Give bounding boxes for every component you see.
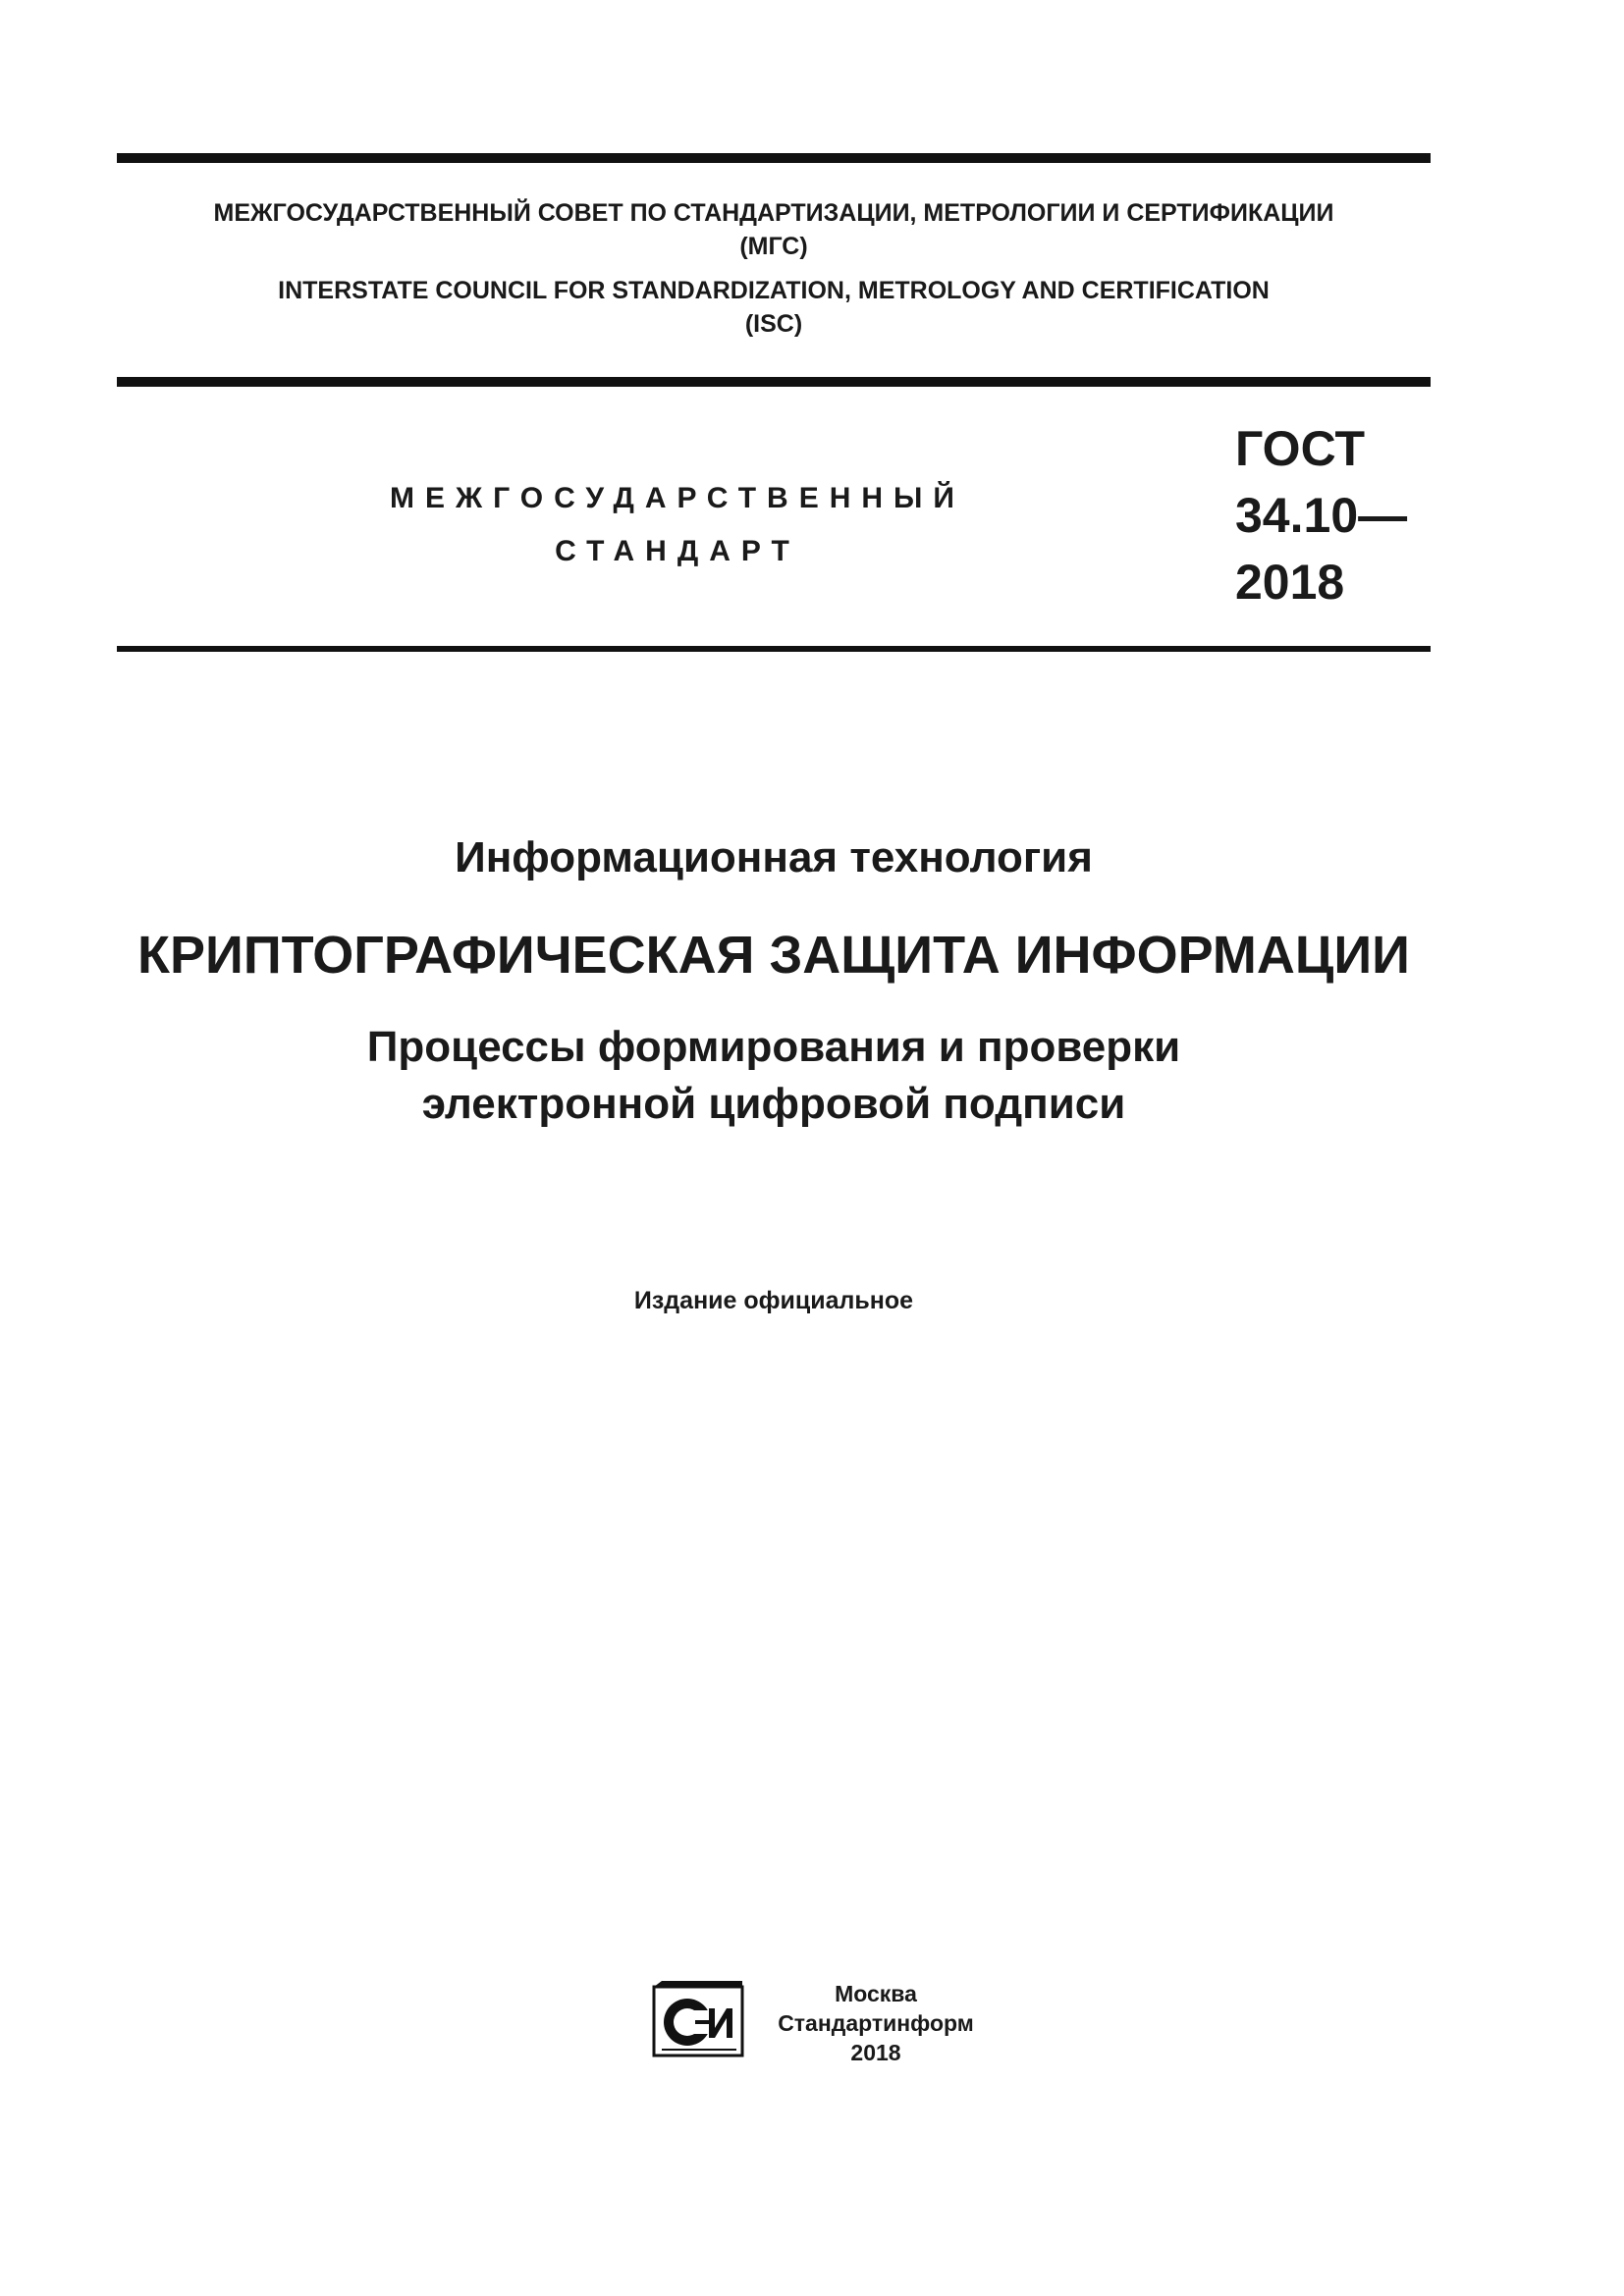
publisher-info (768, 1979, 984, 2067)
standard-type-line1: МЕЖГОСУДАРСТВЕННЫЙ (390, 482, 965, 514)
standard-code-number: 34.10— (1235, 488, 1408, 543)
standartinform-logo-icon (652, 1981, 746, 2057)
standard-code-year: 2018 (1235, 555, 1345, 610)
top-rule (117, 153, 1431, 163)
edition-note: Издание официальное (633, 1287, 914, 1314)
standard-type-line2: СТАНДАРТ (555, 535, 800, 567)
document-subtitle-line2: электронной цифровой подписи (421, 1080, 1126, 1128)
council-abbr-ru: (МГС) (739, 233, 808, 260)
document-subtitle-line1: Процессы формирования и проверки (366, 1023, 1181, 1071)
standard-code-prefix: ГОСТ (1235, 421, 1365, 476)
council-name-en (117, 274, 1431, 341)
council-name-en-line: INTERSTATE COUNCIL FOR STANDARDIZATION, METROLOGY AND CERTIFICATION (278, 277, 1270, 304)
standard-code (1235, 415, 1407, 615)
publisher-city: Москва (835, 1981, 917, 2006)
document-subtitle (117, 1019, 1431, 1133)
document-subject: Информационная технология (455, 833, 1093, 881)
council-abbr-en: (ISC) (744, 310, 803, 338)
council-name-ru-line: МЕЖГОСУДАРСТВЕННЫЙ СОВЕТ ПО СТАНДАРТИЗАЦИИ, МЕТРОЛОГИИ И СЕРТИФИКАЦИИ (213, 199, 1334, 227)
bottom-rule (117, 646, 1431, 652)
standard-type-label (324, 472, 1031, 578)
publisher-name: Стандартинформ (778, 2010, 974, 2036)
council-name-ru (117, 196, 1431, 263)
middle-rule (117, 377, 1431, 387)
publisher-year: 2018 (850, 2040, 901, 2065)
document-title: КРИПТОГРАФИЧЕСКАЯ ЗАЩИТА ИНФОРМАЦИИ (137, 926, 1410, 985)
